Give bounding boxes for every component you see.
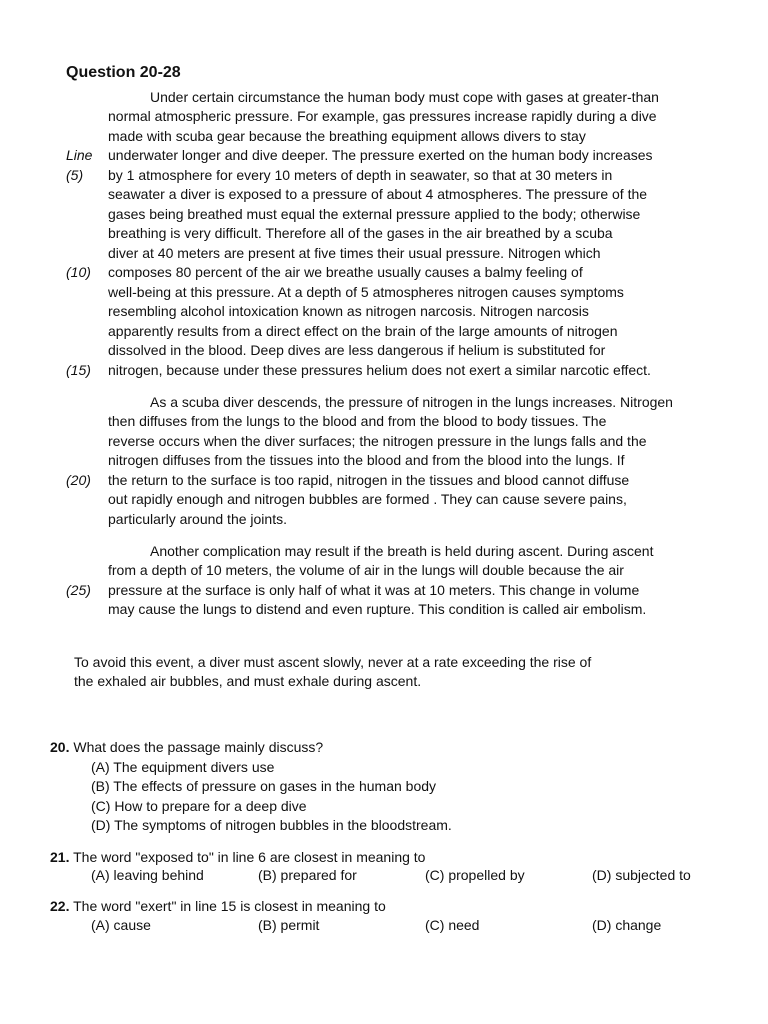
answer-option: (C) need xyxy=(425,917,480,933)
passage-line: by 1 atmosphere for every 10 meters of depth in seawater, so that at 30 meters in xyxy=(108,167,613,183)
passage-line: nitrogen diffuses from the tissues into the blood and from the blood into the lungs. If xyxy=(108,452,625,468)
question-number: 22. xyxy=(50,898,70,914)
line-number: (10) xyxy=(66,264,91,280)
answer-option: (C) How to prepare for a deep dive xyxy=(91,798,307,814)
passage-line: reverse occurs when the diver surfaces; the nitrogen pressure in the lungs falls and the xyxy=(108,433,647,449)
line-number: (15) xyxy=(66,362,91,378)
passage-line: made with scuba gear because the breathing equipment allows divers to stay xyxy=(108,128,586,144)
passage-line: breathing is very difficult. Therefore all of the gases in the air breathed by a scuba xyxy=(108,225,613,241)
answer-option: (D) subjected to xyxy=(592,867,691,883)
line-number: (20) xyxy=(66,472,91,488)
line-number: (5) xyxy=(66,167,84,183)
question-stem xyxy=(50,848,425,867)
answer-option: (D) The symptoms of nitrogen bubbles in the bloodstream. xyxy=(91,817,452,833)
passage-line: resembling alcohol intoxication known as nitrogen narcosis. Nitrogen narcosis xyxy=(108,303,589,319)
answer-option: (B) prepared for xyxy=(258,867,357,883)
passage-line: the return to the surface is too rapid, nitrogen in the tissues and blood cannot diffuse xyxy=(108,472,630,488)
question-text: What does the passage mainly discuss? xyxy=(69,739,324,755)
answer-option: (B) The effects of pressure on gases in the human body xyxy=(91,778,437,794)
page-title: Question 20-28 xyxy=(66,64,181,81)
question-text: The word "exert" in line 15 is closest in meaning to xyxy=(69,898,386,914)
passage-line: gases being breathed must equal the external pressure applied to the body; otherwise xyxy=(108,206,641,222)
answer-option: (A) cause xyxy=(91,917,151,933)
passage-line: diver at 40 meters are present at five times their usual pressure. Nitrogen which xyxy=(108,245,601,261)
line-number: Line xyxy=(66,147,93,163)
passage-line: may cause the lungs to distend and even rupture. This condition is called air embolism. xyxy=(108,601,647,617)
passage-line: particularly around the joints. xyxy=(108,511,287,527)
passage-line: well-being at this pressure. At a depth of 5 atmospheres nitrogen causes symptoms xyxy=(108,284,624,300)
passage-line: composes 80 percent of the air we breathe usually causes a balmy feeling of xyxy=(108,264,583,280)
passage-line: underwater longer and dive deeper. The pressure exerted on the human body increases xyxy=(108,147,653,163)
passage-line: apparently results from a direct effect on the brain of the large amounts of nitrogen xyxy=(108,323,618,339)
passage-line: out rapidly enough and nitrogen bubbles are formed . They can cause severe pains, xyxy=(108,491,627,507)
passage-line: seawater a diver is exposed to a pressure of about 4 atmospheres. The pressure of the xyxy=(108,186,648,202)
question-stem xyxy=(50,738,323,757)
passage-line: nitrogen, because under these pressures helium does not exert a similar narcotic effect. xyxy=(108,362,651,378)
answer-option: (C) propelled by xyxy=(425,867,525,883)
passage-line: dissolved in the blood. Deep dives are less dangerous if helium is substituted for xyxy=(108,342,606,358)
question-text: The word "exposed to" in line 6 are closest in meaning to xyxy=(69,849,426,865)
question-number: 21. xyxy=(50,849,70,865)
line-number: (25) xyxy=(66,582,91,598)
answer-option: (A) The equipment divers use xyxy=(91,759,275,775)
passage-line: pressure at the surface is only half of what it was at 10 meters. This change in volume xyxy=(108,582,640,598)
passage-line: normal atmospheric pressure. For example, gas pressures increase rapidly during a dive xyxy=(108,108,657,124)
conclusion-line: the exhaled air bubbles, and must exhale during ascent. xyxy=(74,673,422,689)
passage-line: then diffuses from the lungs to the blood and from the blood to body tissues. The xyxy=(108,413,607,429)
passage-line: As a scuba diver descends, the pressure of nitrogen in the lungs increases. Nitrogen xyxy=(150,394,673,410)
passage-line: from a depth of 10 meters, the volume of air in the lungs will double because the air xyxy=(108,562,624,578)
question-number: 20. xyxy=(50,739,70,755)
answer-option: (A) leaving behind xyxy=(91,867,204,883)
question-stem xyxy=(50,897,386,916)
answer-option: (D) change xyxy=(592,917,662,933)
conclusion-line: To avoid this event, a diver must ascent slowly, never at a rate exceeding the rise of xyxy=(74,654,592,670)
passage-line: Under certain circumstance the human body must cope with gases at greater-than xyxy=(150,89,659,105)
answer-option: (B) permit xyxy=(258,917,320,933)
passage-line: Another complication may result if the breath is held during ascent. During ascent xyxy=(150,543,654,559)
